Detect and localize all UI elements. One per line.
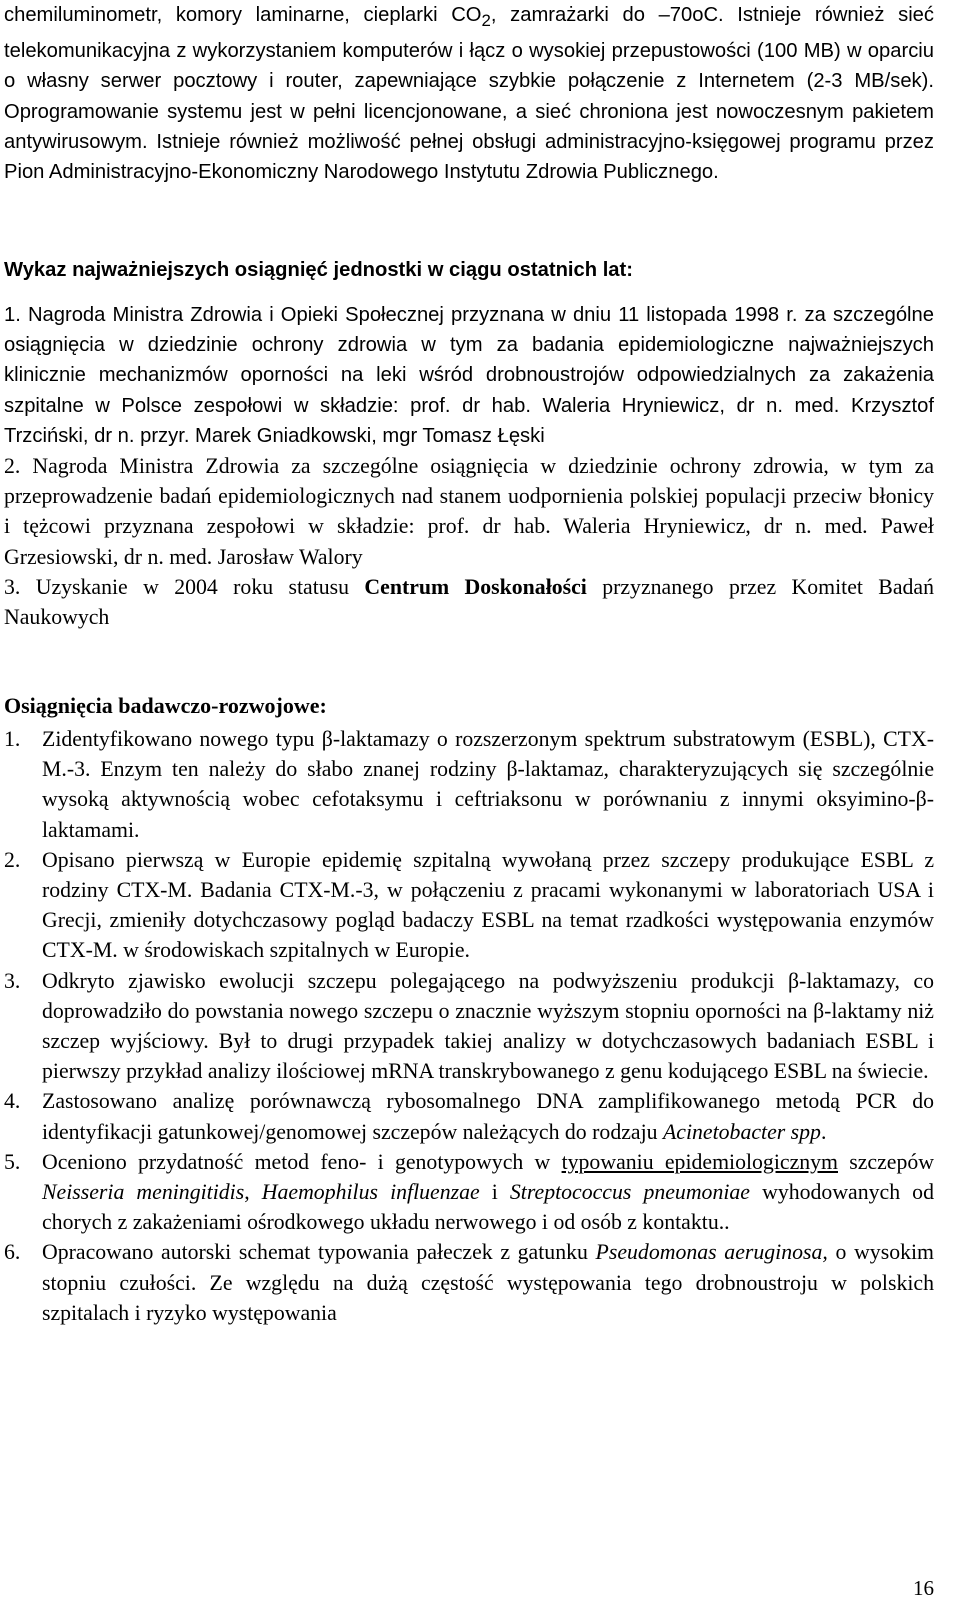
rd-item-text: Zidentyfikowano nowego typu β-laktamazy o rozszerzonym spektrum substratowym (ESBL), CTX-M.-3. Enzym ten należy do słabo znanej rodziny β-laktamaz, charakteryzujących się szczególnie wysoką aktywnością wobec cefotaksymu i ceftriaksonu w porównaniu z innymi oksyimino-β-laktamami. [42, 727, 934, 842]
rd-item-text-a: Opracowano autorski schemat typowania pałeczek z gatunku [42, 1240, 596, 1265]
rd-item-text-c: , [244, 1180, 262, 1205]
rd-item-3 [4, 966, 934, 1087]
rd-item-number: 3. [4, 968, 21, 993]
intro-text-a: chemiluminometr, komory laminarne, cieplarki CO [4, 4, 482, 26]
rd-item-underlined: typowaniu epidemiologicznym [561, 1149, 838, 1174]
rd-item-number: 4. [4, 1089, 21, 1114]
rd-item-italic: Acinetobacter spp [662, 1119, 821, 1144]
rd-item-text-b: . [820, 1119, 827, 1144]
achievement-1: 1. Nagroda Ministra Zdrowia i Opieki Społecznej przyznana w dniu 11 listopada 1998 r. za szczególne osiągnięcia w dziedzinie ochrony zdrowia w tym za badania epidemiologiczne najważniejszych klinicznie mechanizmów oporności na leki wśród drobnoustrojów odpowiedzialnych za zakażenia szpitalne w Polsce zespołowi w składzie: prof. dr hab. Waleria Hryniewicz, dr n. med. Krzysztof Trzciński, dr n. przyr. Marek Gniadkowski, mgr Tomasz Łęski [4, 304, 934, 447]
rd-item-number: 1. [4, 727, 21, 751]
achievement-3-text-a: 3. Uzyskanie w 2004 roku statusu [4, 574, 365, 599]
rd-item-6 [4, 1237, 934, 1328]
rd-item-2 [4, 845, 934, 966]
rd-list [4, 724, 934, 1328]
intro-text-b: , zamrażarki do –70oC. Istnieje również sieć telekomunikacyjna z wykorzystaniem komputerów i łącz o wysokiej przepustowości (100 MB) w oparciu o własny serwer pocztowy i router, zapewniające szybkie połączenie z Internetem (2-3 MB/sek). Oprogramowanie systemu jest w pełni licencjonowane, a sieć chroniona jest nowoczesnym pakietem antywirusowym. Istnieje również możliwość pełnej obsługi administracyjno-księgowej programu przez Pion Administracyjno-Ekonomiczny Narodowego Instytutu Zdrowia Publicznego. [4, 4, 935, 184]
rd-item-text: Odkryto zjawisko ewolucji szczepu polegającego na podwyższeniu produkcji β-laktamazy, co doprowadziło do powstania nowego szczepu o znacznie wyższym stopniu oporności na β-laktamy niż szczep wyjściowy. Był to drugi przypadek takiej analizy w dotychczasowych badaniach ESBL i pierwszy przykład analizy ilościowej mRNA transkrybowanego z genu kodującego ESBL na świecie. [42, 968, 934, 1084]
page-number: 16 [913, 1576, 934, 1600]
rd-item-4 [4, 1086, 934, 1146]
rd-item-italic-3: Streptococcus pneumoniae [509, 1180, 750, 1205]
intro-subscript: 2 [481, 11, 491, 31]
rd-item-italic: Pseudomonas aeruginosa, [595, 1240, 828, 1265]
achievement-3-bold: Centrum Doskonałości [364, 574, 587, 599]
rd-item-text: Opisano pierwszą w Europie epidemię szpitalną wywołaną przez szczepy produkujące ESBL z rodziny CTX-M. Badania CTX-M.-3, w połączeniu z pracami wykonanymi w laboratoriach USA i Grecji, zmieniły dotychczasowy pogląd badaczy ESBL na temat rzadkości występowania enzymów CTX-M. w środowiskach szpitalnych w Europie. [42, 847, 934, 963]
intro-paragraph [4, 0, 934, 187]
rd-item-text-d: i [479, 1180, 510, 1205]
rd-item-number: 6. [4, 1240, 21, 1265]
rd-item-italic-1: Neisseria meningitidis [42, 1180, 245, 1205]
rd-item-text-e: wyhodowanych od chorych z zakażeniami ośrodkowego układu nerwowego i od osób z kontaktu.. [42, 1180, 934, 1235]
rd-item-number: 2. [4, 847, 21, 872]
rd-item-text-b: o wysokim stopniu czułości. Ze względu na dużą częstość występowania tego drobnoustroju w polskich szpitalach i ryzyko występowania [42, 1240, 934, 1325]
achievement-3 [4, 572, 934, 632]
rd-item-text-a: Oceniono przydatność metod feno- i genotypowych w [42, 1149, 562, 1174]
rd-item-5 [4, 1147, 934, 1238]
achievements-heading: Wykaz najważniejszych osiągnięć jednostki w ciągu ostatnich lat: [4, 259, 633, 281]
rd-item-number: 5. [4, 1149, 21, 1174]
rd-item-1 [4, 724, 934, 845]
rd-heading: Osiągnięcia badawczo-rozwojowe: [4, 693, 327, 718]
achievement-2: 2. Nagroda Ministra Zdrowia za szczególne osiągnięcia w dziedzinie ochrony zdrowia, w tym za przeprowadzenie badań epidemiologicznych nad stanem uodpornienia polskiej populacji przeciw błonicy i tężcowi przyznana zespołowi w składzie: prof. dr hab. Waleria Hryniewicz, dr n. med. Paweł Grzesiowski, dr n. med. Jarosław Walory [4, 454, 934, 569]
rd-item-italic-2: Haemophilus influenzae [261, 1180, 480, 1205]
rd-item-text-a: Zastosowano analizę porównawczą rybosomalnego DNA zamplifikowanego metodą PCR do identyfikacji gatunkowej/genomowej szczepów należących do rodzaju [42, 1089, 934, 1144]
achievements-list [4, 300, 934, 632]
achievement-3-text-b: przyznanego przez Komitet Badań Naukowych [4, 574, 934, 630]
rd-item-text-b: szczepów [838, 1149, 934, 1174]
